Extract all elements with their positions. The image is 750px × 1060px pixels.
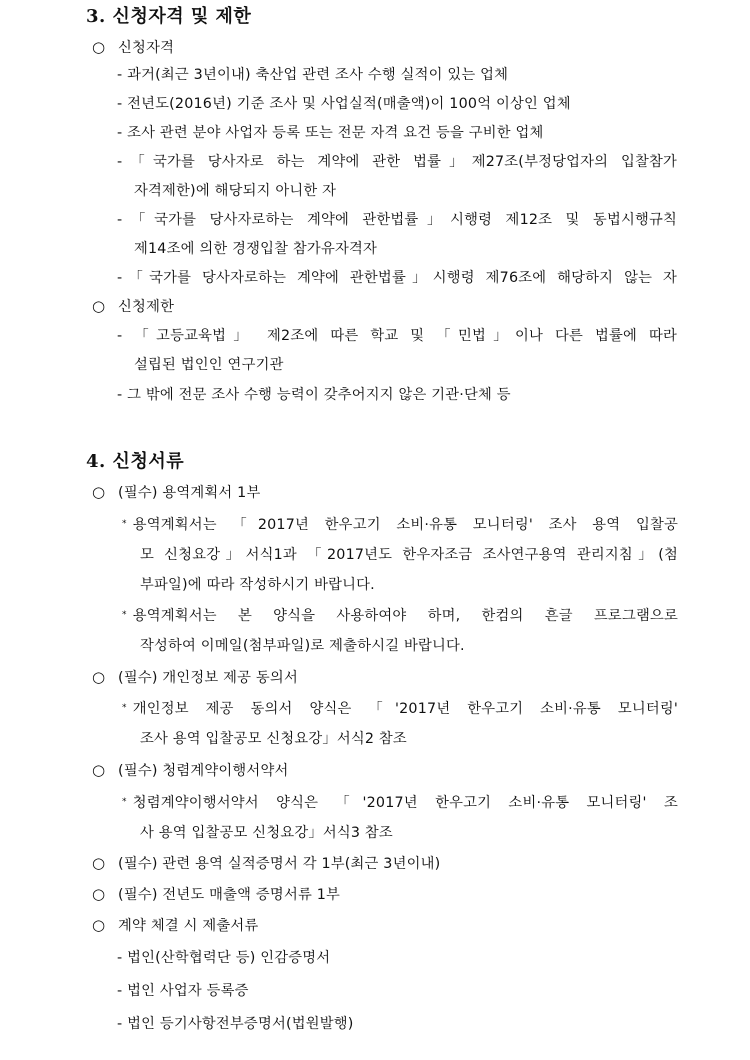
- document-item-text: (필수) 관련 용역 실적증명서 각 1부(최근 3년이내): [118, 856, 441, 872]
- document-item-text: (필수) 용역계획서 1부: [118, 485, 261, 501]
- document-item-text: 계약 체결 시 제출서류: [118, 918, 259, 934]
- note-continuation: 모 신청요강」서식1과 「2017년도 한우자조금 조사연구용역 관리지침」(첨: [140, 547, 678, 563]
- document-item: [92, 884, 340, 904]
- qualification-item: - 조사 관련 분야 사업자 등록 또는 전문 자격 요건 등을 구비한 업체: [117, 125, 544, 141]
- circle-bullet-icon: ○: [92, 761, 106, 779]
- qualification-item: -「국가를 당사자로하는 계약에 관한법률」시행령 제76조에 해당하지 않는 자: [117, 270, 677, 286]
- restriction-item-continuation: 설립된 법인인 연구기관: [134, 357, 284, 373]
- qualification-item: - 전년도(2016년) 기준 조사 및 사업실적(매출액)이 100억 이상인 업체: [117, 96, 571, 112]
- circle-bullet-icon: ○: [92, 854, 106, 872]
- qualification-item: - 과거(최근 3년이내) 축산업 관련 조사 수행 실적이 있는 업체: [117, 67, 509, 83]
- circle-bullet-icon: ○: [92, 483, 106, 501]
- document-item: [92, 667, 298, 687]
- note-text: 용역계획서는 「2017년 한우고기 소비·유통 모니터링' 조사 용역 입찰공: [132, 517, 678, 533]
- asterisk-bullet-icon: *: [122, 797, 127, 807]
- document-item: [92, 760, 288, 780]
- document-item: [92, 915, 258, 935]
- restriction-header: [92, 296, 174, 316]
- qualification-label: 신청자격: [118, 40, 175, 56]
- note-continuation: 작성하여 이메일(첨부파일)로 제출하시길 바랍니다.: [140, 638, 465, 654]
- restriction-item: - 그 밖에 전문 조사 수행 능력이 갖추어지지 않은 기관·단체 등: [117, 387, 511, 403]
- note-text: 용역계획서는 본 양식을 사용하여야 하며, 한컴의 흔글 프로그램으로: [132, 608, 678, 624]
- qualification-item: -「국가를 당사자로하는 계약에 관한법률」시행령 제12조 및 동법시행규칙: [117, 212, 677, 228]
- submission-item: - 법인(산학협력단 등) 인감증명서: [117, 950, 331, 966]
- circle-bullet-icon: ○: [92, 297, 106, 315]
- asterisk-bullet-icon: *: [122, 519, 127, 529]
- restriction-label: 신청제한: [118, 299, 175, 315]
- circle-bullet-icon: ○: [92, 668, 106, 686]
- note-item: [122, 698, 678, 718]
- document-item: [92, 482, 260, 502]
- document-item: [92, 853, 440, 873]
- document-item-text: (필수) 개인정보 제공 동의서: [118, 670, 298, 686]
- restriction-item: - 「고등교육법」 제2조에 따른 학교 및 「민법」이나 다른 법률에 따라: [117, 328, 677, 344]
- note-text: 개인정보 제공 동의서 양식은 「'2017년 한우고기 소비·유통 모니터링': [132, 701, 678, 717]
- document-item-text: (필수) 전년도 매출액 증명서류 1부: [118, 887, 341, 903]
- document-item-text: (필수) 청렴계약이행서약서: [118, 763, 289, 779]
- note-continuation: 부파일)에 따라 작성하시기 바랍니다.: [140, 577, 375, 593]
- qualification-item: -「국가를 당사자로 하는 계약에 관한 법률」제27조(부정당업자의 입찰참가: [117, 154, 677, 170]
- asterisk-bullet-icon: *: [122, 703, 127, 713]
- qualification-item-continuation: 제14조에 의한 경쟁입찰 참가유자격자: [134, 241, 377, 257]
- submission-item: - 법인 사업자 등록증: [117, 983, 249, 999]
- qualification-item-continuation: 자격제한)에 해당되지 아니한 자: [134, 183, 337, 199]
- note-item: [122, 514, 678, 534]
- note-text: 청렴계약이행서약서 양식은 「'2017년 한우고기 소비·유통 모니터링' 조: [132, 795, 678, 811]
- note-item: [122, 605, 678, 625]
- note-continuation: 사 용역 입찰공모 신청요강」서식3 참조: [140, 825, 393, 841]
- section-4-title: 4. 신청서류: [86, 451, 185, 472]
- qualification-header: [92, 37, 174, 57]
- note-continuation: 조사 용역 입찰공모 신청요강」서식2 참조: [140, 731, 407, 747]
- asterisk-bullet-icon: *: [122, 610, 127, 620]
- submission-item: - 법인 등기사항전부증명서(법원발행): [117, 1016, 354, 1032]
- note-item: [122, 792, 678, 812]
- circle-bullet-icon: ○: [92, 885, 106, 903]
- circle-bullet-icon: ○: [92, 38, 106, 56]
- section-3-title: 3. 신청자격 및 제한: [86, 6, 252, 27]
- circle-bullet-icon: ○: [92, 916, 106, 934]
